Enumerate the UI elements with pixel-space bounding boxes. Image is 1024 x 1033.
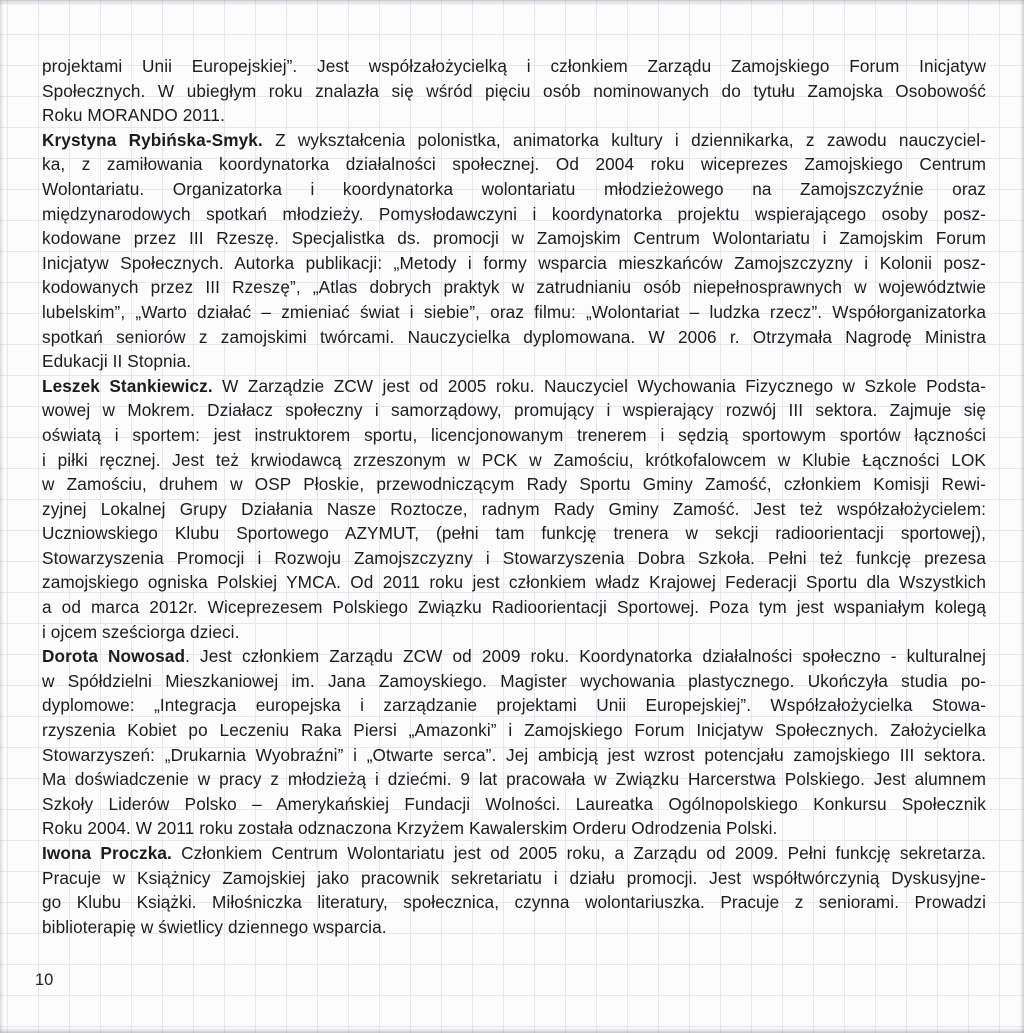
text-line: w Spółdzielni Mieszkaniowej im. Jana Zamoyskiego. Magister wychowania plastycznego. Ukończyła studia po- <box>42 670 986 691</box>
text-line: Roku MORANDO 2011. <box>42 105 225 126</box>
text-line: w Zamościu, druhem w OSP Płoskie, przewodniczącym Rady Sportu Gminy Zamość, członkiem Komisji Rewi- <box>42 474 986 495</box>
text-line: Społecznych. W ubiegłym roku znalazła się wśród pięciu osób nominowanych do tytułu Zamojska Osobowość <box>42 80 986 101</box>
text-line: i ojcem sześciorga dzieci. <box>42 621 240 642</box>
text-line: ka, z zamiłowania koordynatorka działalności społecznej. Od 2004 roku wiceprezes Zamojskiego Centrum <box>42 154 986 175</box>
text-line: Iwona Proczka. Członkiem Centrum Wolontariatu jest od 2005 roku, a Zarządu od 2009. Pełni funkcję sekretarza. <box>42 843 986 863</box>
text-line: Stowarzyszenia Promocji i Rozwoju Zamojszczyzny i Stowarzyszenia Dobra Szkoła. Pełni też funkcję prezesa <box>42 547 986 568</box>
text-line: spotkań seniorów z zamojskimi twórcami. Nauczycielka dyplomowana. W 2006 r. Otrzymała Nagrodę Ministra <box>42 326 986 347</box>
text-block <box>42 54 986 939</box>
text-line: Stowarzyszeń: „Drukarnia Wyobraźni” i „Otwarte serca”. Jej ambicją jest wzrost potencjału zamojskiego III sektora. <box>42 744 986 765</box>
text-line: projektami Unii Europejskiej”. Jest współzałożycielką i członkiem Zarządu Zamojskiego Forum Inicjatyw <box>42 56 986 76</box>
text-line: zamojskiego ogniska Polskiej YMCA. Od 2011 roku jest członkiem władz Krajowej Federacji Sportu dla Wszystkich <box>42 572 986 593</box>
text-line: Szkoły Liderów Polsko – Amerykańskiej Fundacji Wolności. Laureatka Ogólnopolskiego Konkursu Społecznik <box>42 793 986 814</box>
person-name: Dorota Nowosad <box>42 646 186 667</box>
text-line: a od marca 2012r. Wiceprezesem Polskiego Związku Radioorientacji Sportowej. Poza tym jest wspaniałym kolegą <box>42 597 986 618</box>
text-line: Roku 2004. W 2011 roku została odznaczona Krzyżem Kawalerskim Orderu Odrodzenia Polski. <box>42 818 778 839</box>
text-line: dyplomowe: „Integracja europejska i zarządzanie projektami Unii Europejskiej”. Współzałożycielka Stowa- <box>42 695 986 716</box>
text-line: lubelskim”, „Warto działać – zmieniać świat i siebie”, oraz filmu: „Wolontariat – ludzka rzecz”. Współorganizatorka <box>42 301 986 322</box>
text-line: kodowane przez III Rzeszę. Specjalistka ds. promocji w Zamojskim Centrum Wolontariatu i Zamojskim Forum <box>42 228 986 249</box>
text-line: Uczniowskiego Klubu Sportowego AZYMUT, (pełni tam funkcję trenera w sekcji radioorientacji sportowej), <box>42 523 986 544</box>
text-line: Krystyna Rybińska-Smyk. Z wykształcenia polonistka, animatorka kultury i dziennikarka, z zawodu nauczyciel- <box>42 129 986 150</box>
text-line: Edukacji II Stopnia. <box>42 351 192 372</box>
text-line: zyjnej Lokalnej Grupy Działania Nasze Roztocze, radnym Rady Gminy Zamość. Jest też współzałożycielem: <box>42 498 986 519</box>
text-line: i piłki ręcznej. Jest też krwiodawcą zrzeszonym w PCK w Zamościu, krótkofalowcem w Klubie Łączności LOK <box>42 449 986 470</box>
paragraph <box>42 54 986 128</box>
text-line: kodowanych przez III Rzeszę”, „Atlas dobrych praktyk w zatrudnianiu osób niepełnosprawnych w województwie <box>42 277 986 298</box>
text-line: Dorota Nowosad. Jest członkiem Zarządu ZCW od 2009 roku. Koordynatorka działalności społeczno - kulturalnej <box>42 646 986 667</box>
text-line: rzyszenia Kobiet po Leczeniu Raka Piersi „Amazonki” i Zamojskiego Forum Inicjatyw Społecznych. Założycielka <box>42 720 986 741</box>
text-line: go Klubu Książki. Miłośniczka literatury, społecznica, czynna wolontariuszka. Pracuje z seniorami. Prowadzi <box>42 892 986 913</box>
paragraph <box>42 644 986 841</box>
text-line: oświatą i sportem: jest instruktorem sportu, licencjonowanym trenerem i sędzią sportowym sportów łączności <box>42 424 986 445</box>
person-name: Iwona Proczka. <box>42 843 172 863</box>
text-line: Ma doświadczenie w pracy z młodzieżą i dziećmi. 9 lat pracowała w Związku Harcerstwa Polskiego. Jest alumnem <box>42 769 986 790</box>
paragraph <box>42 128 986 374</box>
text-line: międzynarodowych spotkań młodzieży. Pomysłodawczyni i koordynatorka projektu wspierającego osoby posz- <box>42 203 986 224</box>
text-line: Pracuje w Książnicy Zamojskiej jako pracownik sekretariatu i działu promocji. Jest współtwórczynią Dyskusyjne- <box>42 867 986 888</box>
person-name: Krystyna Rybińska-Smyk. <box>42 129 263 150</box>
text-line: Leszek Stankiewicz. W Zarządzie ZCW jest od 2005 roku. Nauczyciel Wychowania Fizycznego w Szkole Podsta- <box>42 375 986 396</box>
person-name: Leszek Stankiewicz. <box>42 375 213 396</box>
text-line: wowej w Mokrem. Działacz społeczny i samorządowy, promujący i wspierający rozwój III sektora. Zajmuje się <box>42 400 986 421</box>
paragraph <box>42 841 986 939</box>
text-line: biblioterapię w świetlicy dziennego wsparcia. <box>42 916 387 937</box>
page-number: 10 <box>35 971 54 989</box>
text-line: Inicjatyw Społecznych. Autorka publikacji: „Metody i formy wsparcia mieszkańców Zamojszczyzny i Kolonii posz- <box>42 252 986 273</box>
text-line: Wolontariatu. Organizatorka i koordynatorka wolontariatu młodzieżowego na Zamojszczyźnie oraz <box>42 178 986 199</box>
paragraph <box>42 374 986 645</box>
